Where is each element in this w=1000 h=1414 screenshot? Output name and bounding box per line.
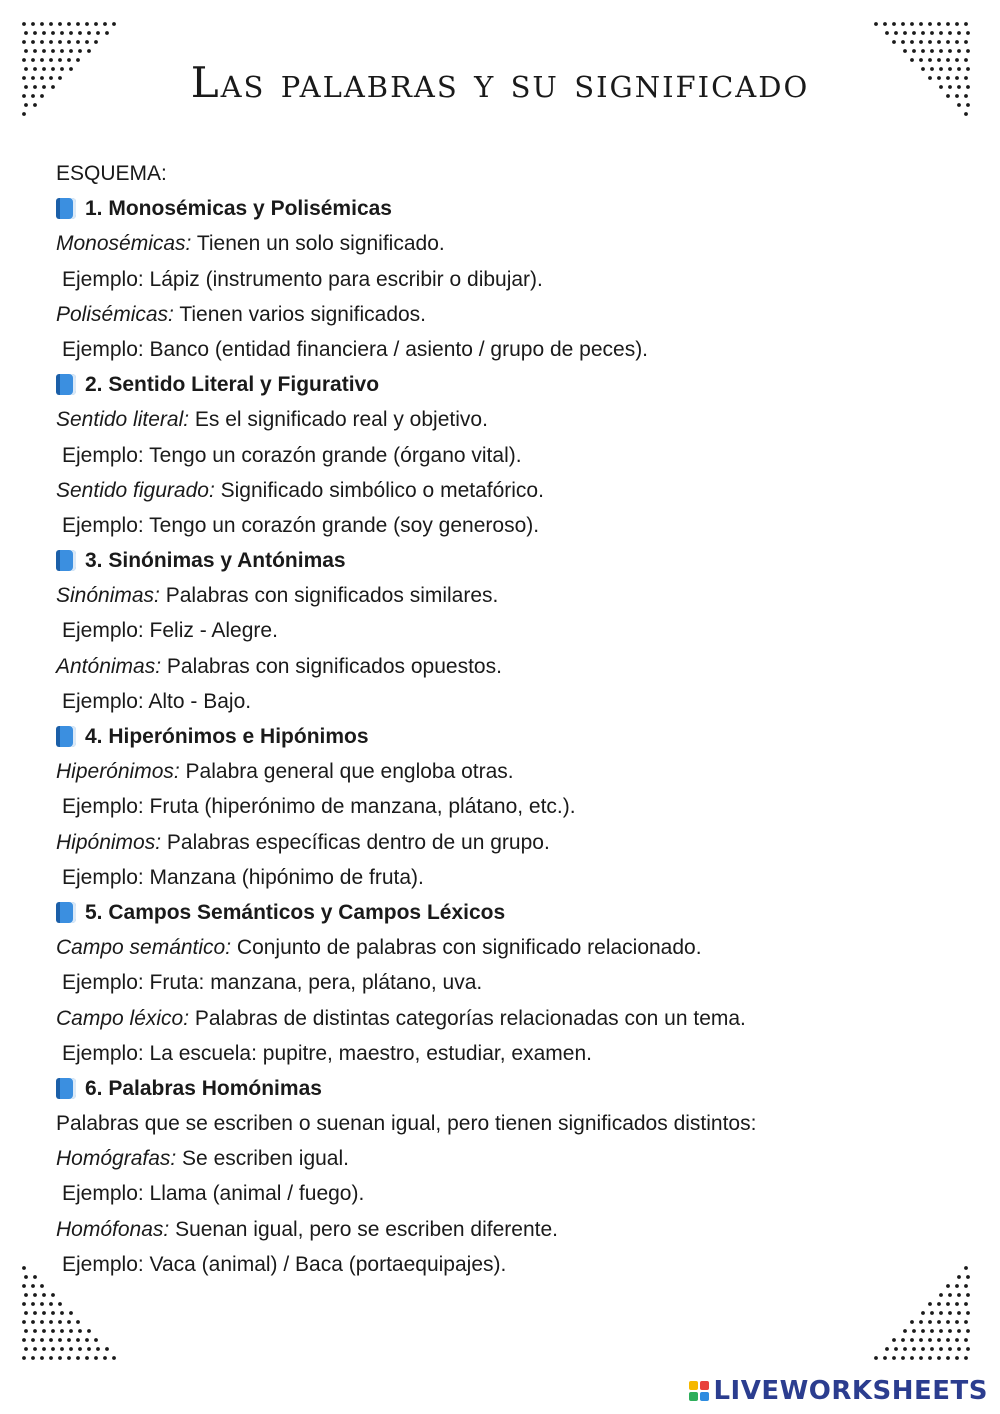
- decor-dot: [966, 1347, 970, 1351]
- term-definition: Significado simbólico o metafórico.: [214, 478, 544, 502]
- example-line: Ejemplo: Vaca (animal) / Baca (portaequipajes).: [62, 1252, 507, 1276]
- decor-dot: [885, 31, 889, 35]
- example-line: Ejemplo: Alto - Bajo.: [62, 689, 252, 713]
- decor-dot: [921, 1311, 925, 1315]
- decor-dot: [69, 1329, 73, 1333]
- decor-dot: [22, 1356, 26, 1360]
- decor-dot: [966, 1329, 970, 1333]
- liveworksheets-logo-icon: [689, 1381, 709, 1401]
- decor-dot: [22, 1266, 26, 1270]
- decor-dot: [955, 1356, 959, 1360]
- decor-dot: [40, 22, 44, 26]
- definition-line: [56, 402, 956, 437]
- decor-dot: [22, 1338, 26, 1342]
- decor-dot: [901, 22, 905, 26]
- decor-dot: [874, 1356, 878, 1360]
- decor-dot: [966, 1311, 970, 1315]
- decor-dot: [937, 1338, 941, 1342]
- decor-dot: [930, 49, 934, 53]
- decor-dot: [946, 1356, 950, 1360]
- decor-dot: [69, 49, 73, 53]
- decor-dot: [919, 40, 923, 44]
- decor-dot: [58, 1302, 62, 1306]
- decor-dot: [67, 40, 71, 44]
- decor-dot: [930, 1347, 934, 1351]
- decor-dot: [96, 31, 100, 35]
- decor-dot: [85, 22, 89, 26]
- decor-dot: [24, 49, 28, 53]
- decor-dot: [40, 1356, 44, 1360]
- term-label: Homófonas:: [56, 1217, 170, 1241]
- definition-line: [56, 1212, 956, 1247]
- decor-dot: [964, 1338, 968, 1342]
- section-heading-text: 6. Palabras Homónimas: [85, 1076, 322, 1100]
- decor-dot: [874, 22, 878, 26]
- decor-dot: [930, 31, 934, 35]
- section-heading-text: 5. Campos Semánticos y Campos Léxicos: [85, 900, 506, 924]
- decor-dot: [85, 40, 89, 44]
- decor-dot: [49, 22, 53, 26]
- decor-dot: [910, 22, 914, 26]
- decor-dot: [912, 1329, 916, 1333]
- decor-dot: [112, 22, 116, 26]
- decor-dot: [937, 1356, 941, 1360]
- decor-dot: [33, 1347, 37, 1351]
- section-heading: [56, 191, 956, 226]
- decor-dot: [51, 49, 55, 53]
- decor-dot: [957, 1311, 961, 1315]
- decor-dot: [910, 40, 914, 44]
- example-line: Ejemplo: Fruta: manzana, pera, plátano, uva.: [62, 971, 483, 995]
- decor-dot: [955, 22, 959, 26]
- decor-dot: [58, 1356, 62, 1360]
- decor-dot: [42, 1293, 46, 1297]
- term-label: Polisémicas:: [56, 302, 174, 326]
- decor-dot: [957, 49, 961, 53]
- decor-dot: [892, 40, 896, 44]
- decor-dot: [955, 1302, 959, 1306]
- decor-dot: [24, 1347, 28, 1351]
- decor-dot: [901, 40, 905, 44]
- decor-dot: [24, 1275, 28, 1279]
- intro-label: ESQUEMA:: [56, 162, 167, 185]
- decor-dot: [42, 31, 46, 35]
- decor-dot: [51, 1293, 55, 1297]
- book-icon: [56, 550, 76, 571]
- decor-dot: [24, 1311, 28, 1315]
- decor-dot: [51, 1329, 55, 1333]
- decor-dot: [966, 49, 970, 53]
- decor-dot: [937, 1302, 941, 1306]
- decor-dot: [957, 1329, 961, 1333]
- decor-dot: [40, 1302, 44, 1306]
- decor-dot: [964, 1302, 968, 1306]
- decor-dot: [76, 1356, 80, 1360]
- outline-content: [56, 156, 956, 1282]
- page-title: Las palabras y su significado: [190, 58, 810, 107]
- decor-dot: [87, 1329, 91, 1333]
- decor-dot: [903, 1347, 907, 1351]
- decor-dot: [60, 1347, 64, 1351]
- decor-dot: [883, 22, 887, 26]
- book-icon: [56, 902, 76, 923]
- decor-dot: [939, 1311, 943, 1315]
- example-line: Ejemplo: La escuela: pupitre, maestro, estudiar, examen.: [62, 1041, 592, 1065]
- decor-dot: [955, 1320, 959, 1324]
- decor-dot: [22, 112, 26, 116]
- decor-dot: [58, 1320, 62, 1324]
- definition-line: [56, 825, 956, 860]
- term-label: Antónimas:: [56, 654, 162, 678]
- decor-dot: [912, 31, 916, 35]
- decor-dot: [921, 31, 925, 35]
- example-line: Ejemplo: Banco (entidad financiera / asiento / grupo de peces).: [62, 337, 649, 361]
- decor-dot: [22, 1320, 26, 1324]
- decor-dot: [33, 49, 37, 53]
- decor-dot: [33, 1275, 37, 1279]
- term-definition: Palabras con significados similares.: [159, 584, 499, 608]
- decor-dot: [31, 1284, 35, 1288]
- liveworksheets-logo: [689, 1376, 988, 1406]
- term-label: Campo léxico:: [56, 1006, 190, 1030]
- decor-dot: [885, 1347, 889, 1351]
- decor-dot: [948, 1293, 952, 1297]
- term-label: Homógrafas:: [56, 1147, 177, 1171]
- decor-dot: [33, 1329, 37, 1333]
- decor-dot: [966, 31, 970, 35]
- decor-dot: [94, 1356, 98, 1360]
- term-definition: Palabras con significados opuestos.: [161, 654, 502, 678]
- decor-dot: [921, 1347, 925, 1351]
- decor-dot: [939, 1293, 943, 1297]
- book-icon: [56, 374, 76, 395]
- term-label: Sinónimas:: [56, 584, 160, 608]
- decor-dot: [957, 1293, 961, 1297]
- decor-dot: [928, 1302, 932, 1306]
- term-definition: Palabra general que engloba otras.: [179, 760, 514, 784]
- term-definition: Se escriben igual.: [176, 1147, 349, 1171]
- definition-line: [56, 473, 956, 508]
- definition-line: [56, 1001, 956, 1036]
- decor-dot: [49, 1320, 53, 1324]
- decor-dot: [67, 1338, 71, 1342]
- decor-dot: [946, 40, 950, 44]
- decor-dot: [22, 1284, 26, 1288]
- example-line: Ejemplo: Lápiz (instrumento para escribir o dibujar).: [62, 267, 543, 291]
- decor-dot: [58, 1338, 62, 1342]
- term-label: Monosémicas:: [56, 232, 192, 256]
- term-label: Hiperónimos:: [56, 760, 180, 784]
- decor-dot: [49, 1302, 53, 1306]
- term-definition: Suenan igual, pero se escriben diferente.: [169, 1217, 558, 1241]
- sections-list: [56, 191, 956, 1282]
- section-heading: [56, 367, 956, 402]
- decor-dot: [85, 1356, 89, 1360]
- decor-dot: [948, 1311, 952, 1315]
- decor-dot: [51, 31, 55, 35]
- section-heading: [56, 543, 956, 578]
- decor-dot: [112, 1356, 116, 1360]
- decor-dot: [67, 1356, 71, 1360]
- definition-line: [56, 649, 956, 684]
- decor-dot: [49, 1338, 53, 1342]
- decor-dot: [919, 1356, 923, 1360]
- term-label: Sentido figurado:: [56, 478, 215, 502]
- decor-dot: [58, 22, 62, 26]
- decor-dot: [96, 1347, 100, 1351]
- example-line: Ejemplo: Manzana (hipónimo de fruta).: [62, 865, 424, 889]
- decor-dot: [31, 22, 35, 26]
- decor-dot: [24, 1293, 28, 1297]
- decor-dot: [964, 22, 968, 26]
- example-line: Ejemplo: Tengo un corazón grande (órgano vital).: [62, 443, 522, 467]
- decor-dot: [901, 1356, 905, 1360]
- decor-dot: [937, 22, 941, 26]
- decor-dot: [946, 1284, 950, 1288]
- decor-dot: [964, 40, 968, 44]
- decor-dot: [939, 31, 943, 35]
- term-definition: Tienen varios significados.: [173, 302, 427, 326]
- decor-dot: [33, 1293, 37, 1297]
- decor-dot: [894, 1347, 898, 1351]
- definition-line: [56, 754, 956, 789]
- decor-dot: [78, 31, 82, 35]
- decor-dot: [60, 49, 64, 53]
- decor-dot: [51, 1311, 55, 1315]
- term-label: Hipónimos:: [56, 830, 162, 854]
- definition-line: [56, 297, 956, 332]
- decor-dot: [78, 1329, 82, 1333]
- decor-dot: [928, 40, 932, 44]
- decor-dot: [892, 1338, 896, 1342]
- decor-dot: [60, 31, 64, 35]
- decor-dot: [31, 40, 35, 44]
- decor-dot: [883, 1356, 887, 1360]
- decor-dot: [103, 1356, 107, 1360]
- section-heading-text: 3. Sinónimas y Antónimas: [85, 549, 346, 573]
- decor-dot: [42, 1329, 46, 1333]
- definition-line: [56, 930, 956, 965]
- decor-dot: [928, 1320, 932, 1324]
- decor-dot: [49, 1356, 53, 1360]
- decor-dot: [22, 1302, 26, 1306]
- decor-dot: [33, 31, 37, 35]
- decor-dot: [937, 1320, 941, 1324]
- decor-dot: [42, 49, 46, 53]
- decor-dot: [948, 1347, 952, 1351]
- decor-dot: [892, 22, 896, 26]
- decor-dot: [22, 22, 26, 26]
- decor-dot: [69, 1347, 73, 1351]
- decor-dot: [966, 1293, 970, 1297]
- section-heading: [56, 1071, 956, 1106]
- term-label: Campo semántico:: [56, 936, 232, 960]
- decor-dot: [105, 31, 109, 35]
- logo-text: LIVEWORKSHEETS: [713, 1376, 988, 1406]
- decor-dot: [910, 1356, 914, 1360]
- decor-dot: [939, 1347, 943, 1351]
- decor-dot: [948, 49, 952, 53]
- decor-dot: [94, 22, 98, 26]
- decor-dot: [892, 1356, 896, 1360]
- decor-dot: [85, 1338, 89, 1342]
- decor-dot: [919, 1320, 923, 1324]
- decor-dot: [919, 22, 923, 26]
- decor-dot: [955, 1284, 959, 1288]
- decor-dot: [928, 22, 932, 26]
- decor-dot: [928, 1338, 932, 1342]
- term-label: Sentido literal:: [56, 408, 190, 432]
- section-heading-text: 2. Sentido Literal y Figurativo: [85, 373, 380, 397]
- decor-dot: [24, 31, 28, 35]
- decor-dot: [69, 1311, 73, 1315]
- decor-dot: [87, 1347, 91, 1351]
- decor-dot: [948, 1329, 952, 1333]
- decor-dot: [955, 40, 959, 44]
- term-definition: Tienen un solo significado.: [191, 232, 445, 256]
- decor-dot: [105, 1347, 109, 1351]
- decor-dot: [957, 31, 961, 35]
- example-line: Ejemplo: Feliz - Alegre.: [62, 619, 278, 643]
- decor-dot: [910, 1338, 914, 1342]
- decor-dot: [78, 49, 82, 53]
- decor-dot: [930, 1329, 934, 1333]
- decor-dot: [31, 1356, 35, 1360]
- decor-dot: [33, 1311, 37, 1315]
- decor-dot: [894, 31, 898, 35]
- book-icon: [56, 726, 76, 747]
- decor-dot: [948, 31, 952, 35]
- decor-dot: [67, 22, 71, 26]
- decor-dot: [901, 1338, 905, 1342]
- decor-dot: [31, 1338, 35, 1342]
- decor-dot: [94, 1338, 98, 1342]
- decor-dot: [964, 1356, 968, 1360]
- decor-dot: [946, 1338, 950, 1342]
- decor-dot: [903, 49, 907, 53]
- decor-dot: [910, 1320, 914, 1324]
- decor-dot: [76, 22, 80, 26]
- decor-dot: [42, 1311, 46, 1315]
- section-heading: [56, 719, 956, 754]
- decor-dot: [49, 40, 53, 44]
- decor-dot: [946, 22, 950, 26]
- decor-dot: [22, 40, 26, 44]
- decor-dot: [930, 1311, 934, 1315]
- decor-dot: [60, 1311, 64, 1315]
- decor-dot: [939, 1329, 943, 1333]
- definition-line: [56, 226, 956, 261]
- decor-dot: [76, 1320, 80, 1324]
- decor-dot: [955, 1338, 959, 1342]
- decor-dot: [40, 1320, 44, 1324]
- term-definition: Es el significado real y objetivo.: [189, 408, 488, 432]
- term-definition: Palabras específicas dentro de un grupo.: [161, 830, 550, 854]
- book-icon: [56, 198, 76, 219]
- term-definition: Palabras de distintas categorías relacionadas con un tema.: [189, 1006, 746, 1030]
- decor-dot: [903, 31, 907, 35]
- section-heading-text: 4. Hiperónimos e Hipónimos: [85, 725, 369, 748]
- decor-dot: [31, 1320, 35, 1324]
- decor-dot: [964, 1284, 968, 1288]
- decor-dot: [946, 1320, 950, 1324]
- decor-dot: [76, 40, 80, 44]
- decor-dot: [964, 112, 968, 116]
- decor-dot: [928, 1356, 932, 1360]
- decor-dot: [69, 31, 73, 35]
- decor-dot: [939, 49, 943, 53]
- decor-dot: [31, 1302, 35, 1306]
- example-line: Ejemplo: Tengo un corazón grande (soy generoso).: [62, 513, 540, 537]
- decor-dot: [87, 49, 91, 53]
- decor-dot: [919, 1338, 923, 1342]
- decor-dot: [946, 1302, 950, 1306]
- book-icon: [56, 1078, 76, 1099]
- decor-dot: [51, 1347, 55, 1351]
- definition-line: [56, 1141, 956, 1176]
- decor-dot: [42, 1347, 46, 1351]
- decor-dot: [94, 40, 98, 44]
- decor-dot: [24, 1329, 28, 1333]
- term-definition: Conjunto de palabras con significado relacionado.: [231, 936, 702, 960]
- decor-dot: [912, 49, 916, 53]
- decor-dot: [921, 49, 925, 53]
- decor-dot: [937, 40, 941, 44]
- definition-line: [56, 578, 956, 613]
- decor-dot: [76, 1338, 80, 1342]
- decor-dot: [87, 31, 91, 35]
- decor-dot: [40, 40, 44, 44]
- section-heading: [56, 895, 956, 930]
- decor-dot: [957, 1275, 961, 1279]
- section-lead: Palabras que se escriben o suenan igual, pero tienen significados distintos:: [56, 1112, 757, 1136]
- decor-dot: [58, 40, 62, 44]
- decor-dot: [964, 1266, 968, 1270]
- decor-dot: [40, 1284, 44, 1288]
- example-line: Ejemplo: Llama (animal / fuego).: [62, 1182, 365, 1206]
- example-line: Ejemplo: Fruta (hiperónimo de manzana, plátano, etc.).: [62, 795, 576, 819]
- decor-dot: [103, 22, 107, 26]
- decor-dot: [40, 1338, 44, 1342]
- decor-dot: [966, 1275, 970, 1279]
- decor-dot: [921, 1329, 925, 1333]
- decor-dot: [903, 1329, 907, 1333]
- decor-dot: [78, 1347, 82, 1351]
- decor-dot: [912, 1347, 916, 1351]
- section-heading-text: 1. Monosémicas y Polisémicas: [85, 197, 392, 221]
- decor-dot: [964, 1320, 968, 1324]
- decor-dot: [60, 1329, 64, 1333]
- decor-dot: [67, 1320, 71, 1324]
- decor-dot: [957, 1347, 961, 1351]
